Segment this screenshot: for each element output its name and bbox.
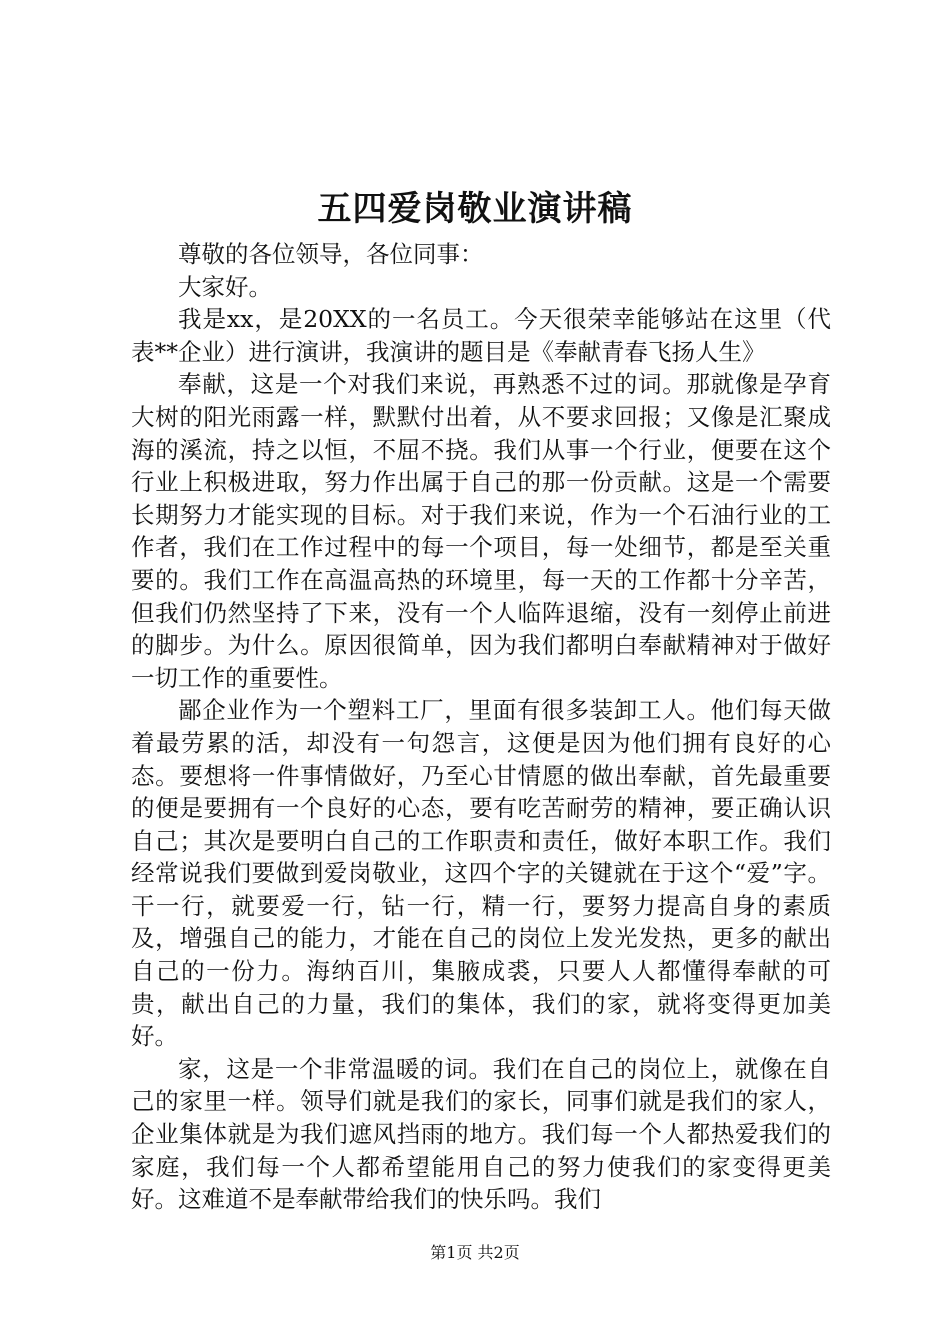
body-paragraph: 鄙企业作为一个塑料工厂，里面有很多装卸工人。他们每天做着最劳累的活，却没有一句怨言，这便是因为他们拥有良好的心态。要想将一件事情做好，乃至心甘情愿的做出奉献，首先最重要的便是要拥有一个良好的心态，要有吃苦耐劳的精神，要正确认识自己；其次是要明白自己的工作职责和责任，做好本职工作。我们经常说我们要做到爱岗敬业，这四个字的关键就在于这个“爱”字。干一行，就要爱一行，钻一行，精一行，要努力提高自身的素质及，增强自己的能力，才能在自己的岗位上发光发热，更多的献出自己的一份力。海纳百川，集腋成裘，只要人人都懂得奉献的可贵，献出自己的力量，我们的集体，我们的家，就将变得更加美好。 (131, 696, 831, 1051)
body-paragraph: 家，这是一个非常温暖的词。我们在自己的岗位上，就像在自己的家里一样。领导们就是我们的家长，同事们就是我们的家人，企业集体就是为我们遮风挡雨的地方。我们每一个人都热爱我们的家庭，我们每一个人都希望能用自己的努力使我们的家变得更美好。这难道不是奉献带给我们的快乐吗。我们 (131, 1054, 831, 1214)
salutation-paragraph: 尊敬的各位领导，各位同事： (178, 240, 484, 268)
body-paragraph: 奉献，这是一个对我们来说，再熟悉不过的词。那就像是孕育大树的阳光雨露一样，默默付出着，从不要求回报；又像是汇聚成海的溪流，持之以恒，不屈不挠。我们从事一个行业，便要在这个行业上积极进取，努力作出属于自己的那一份贡献。这是一个需要长期努力才能实现的目标。对于我们来说，作为一个石油行业的工作者，我们在工作过程中的每一个项目，每一处细节，都是至关重要的。我们工作在高温高热的环境里，每一天的工作都十分辛苦，但我们仍然坚持了下来，没有一个人临阵退缩，没有一刻停止前进的脚步。为什么。原因很简单，因为我们都明白奉献精神对于做好一切工作的重要性。 (131, 370, 831, 692)
page-footer: 第1页 共2页 (430, 1243, 520, 1262)
introduction-paragraph: 我是xx，是20XX的一名员工。今天很荣幸能够站在这里（代表**企业）进行演讲，我演讲的题目是《奉献青春飞扬人生》 (131, 305, 831, 366)
greeting-paragraph: 大家好。 (178, 272, 272, 301)
document-body (131, 238, 831, 1216)
document-title: 五四爱岗敬业演讲稿 (317, 189, 633, 229)
